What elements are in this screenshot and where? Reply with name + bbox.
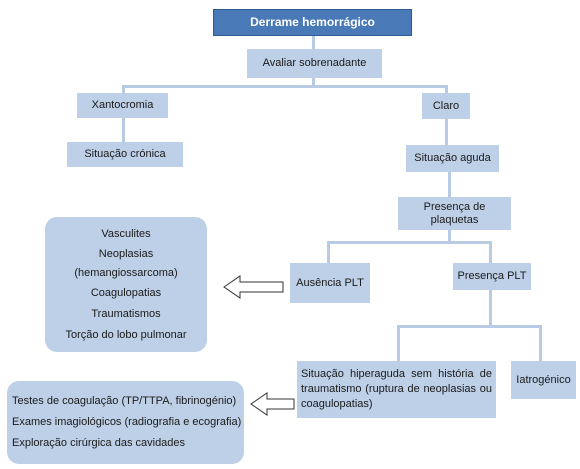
clear-box: Claro <box>422 93 470 119</box>
platelets-present-box: Presença PLT <box>453 263 531 290</box>
left-arrow-icon <box>224 276 283 298</box>
cause-item: Vasculites <box>101 227 151 240</box>
chronic-causes-box <box>45 217 207 352</box>
cause-item: (hemangiossarcoma) <box>74 266 178 279</box>
diagnostic-tests-box <box>7 381 244 464</box>
chronic-situation-box: Situação crónica <box>67 142 183 167</box>
cause-item: Coagulopatias <box>90 286 162 299</box>
iatrogenic-box: Iatrogénico <box>511 361 576 399</box>
cause-item: Traumatismos <box>91 307 161 320</box>
cause-item: Torção do lobo pulmonar <box>65 328 187 341</box>
cause-item: Neoplasias <box>98 247 154 260</box>
hyperacute-situation-box: Situação hiperaguda sem história de traumatismo (ruptura de neoplasias ou coagulopatias) <box>297 361 496 418</box>
no-platelets-box: Ausência PLT <box>290 263 370 303</box>
test-item: Testes de coagulação (TP/TTPA, fibrinogénio) <box>12 395 237 407</box>
title-box: Derrame hemorrágico <box>213 9 412 36</box>
platelets-presence-box: Presença de plaquetas <box>398 197 511 230</box>
acute-situation-box: Situação aguda <box>406 145 499 172</box>
evaluate-supernatant-box: Avaliar sobrenadante <box>247 49 382 78</box>
test-item: Exploração cirúrgica das cavidades <box>12 437 186 449</box>
test-item: Exames imagiológicos (radiografia e ecografia) <box>12 416 242 428</box>
left-arrow-icon <box>251 393 294 415</box>
xanthochromia-box: Xantocromia <box>77 93 168 118</box>
